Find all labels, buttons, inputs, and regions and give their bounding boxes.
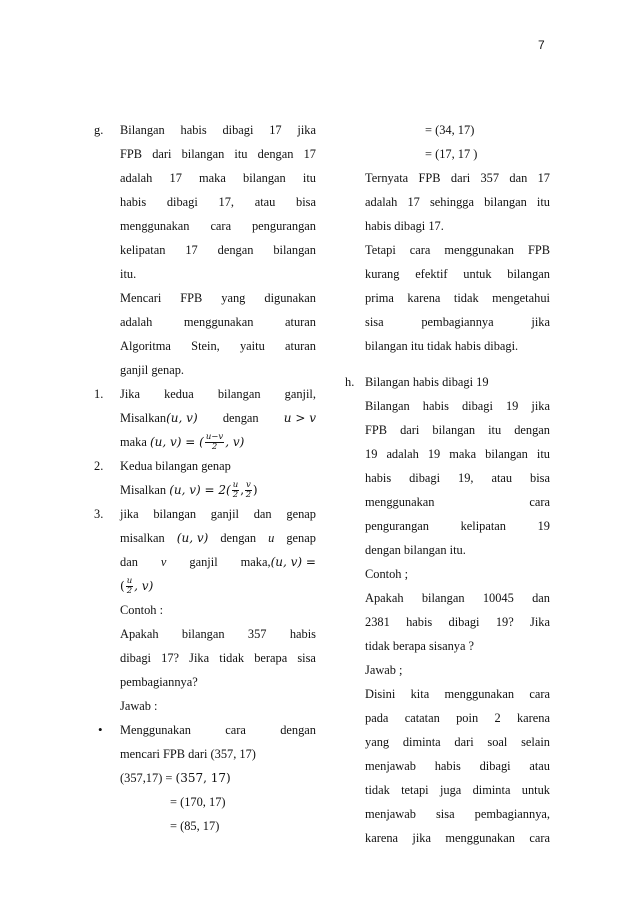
word: bilangan <box>432 423 476 437</box>
word: Disini <box>365 687 396 701</box>
word: itu <box>234 147 248 161</box>
paragraph-line <box>365 610 550 634</box>
paragraph-line <box>365 706 550 730</box>
formula-line <box>120 574 316 598</box>
paragraph-line <box>120 622 316 646</box>
paragraph-line <box>365 418 550 442</box>
paragraph-line <box>365 586 550 610</box>
word: karena <box>407 291 441 305</box>
word: FPB <box>180 291 203 305</box>
word: yang <box>365 735 390 749</box>
word: adalah <box>365 195 398 209</box>
word: 357 <box>480 171 500 185</box>
word: menjawab <box>365 759 416 773</box>
text: Misalkan <box>120 483 167 497</box>
paragraph-line: ganjil genap. <box>120 363 184 377</box>
paragraph-line <box>365 394 550 418</box>
word: FPB <box>418 171 441 185</box>
example-heading: Contoh : <box>120 603 164 617</box>
paragraph-line: itu. <box>120 267 137 281</box>
word: 2 <box>494 711 501 725</box>
word: FPB <box>365 423 388 437</box>
left-column <box>94 118 316 838</box>
word: karena <box>365 831 399 845</box>
word: cara <box>529 831 550 845</box>
text: maka <box>120 435 147 449</box>
word: dari <box>152 147 172 161</box>
paragraph-line <box>365 262 550 286</box>
word: kurang <box>365 267 400 281</box>
paragraph-line <box>120 142 316 166</box>
word: bilangan <box>153 507 197 521</box>
text: ganjil <box>189 555 218 569</box>
math-expression: (u, v) = 2( <box>169 483 231 497</box>
fraction <box>232 481 239 500</box>
paragraph-line <box>365 778 550 802</box>
word: 17 <box>407 195 420 209</box>
word: itu <box>488 423 502 437</box>
paragraph-line <box>365 826 550 850</box>
word: 19 <box>365 447 378 461</box>
paragraph-line <box>120 190 316 214</box>
word: tidak <box>365 783 390 797</box>
word: bilangan <box>181 627 225 641</box>
formula-line <box>120 526 316 550</box>
math-expression: , v) <box>134 579 154 593</box>
justified-words <box>120 502 316 526</box>
math-expression: (u, v) <box>176 531 209 545</box>
word: yang <box>221 291 246 305</box>
list-item-2 <box>94 454 316 478</box>
word: bilangan <box>485 447 528 461</box>
word: 17 <box>303 147 316 161</box>
justified-words <box>120 118 316 142</box>
fraction <box>205 433 224 452</box>
word: cara <box>210 219 232 233</box>
calc-line <box>120 766 316 790</box>
word: menggunakan <box>444 687 515 701</box>
word: bilangan <box>273 243 316 257</box>
word: Jika <box>189 651 210 665</box>
paragraph-line <box>365 754 550 778</box>
word: bilangan <box>181 147 225 161</box>
word: 19? <box>495 615 514 629</box>
word: bilangan <box>243 171 286 185</box>
word: 17 <box>537 171 550 185</box>
fraction-numerator: u <box>126 575 133 586</box>
word: ganjil, <box>284 387 316 401</box>
calc-line: = (34, 17) <box>425 123 475 137</box>
word: bisa <box>530 471 550 485</box>
page-number: 7 <box>538 38 545 52</box>
fraction-denominator: 2 <box>245 489 252 500</box>
word: dengan <box>280 723 316 737</box>
word: menggunakan <box>183 315 254 329</box>
math-expression: , v) <box>225 435 245 449</box>
fraction <box>126 577 133 596</box>
math-variable: v <box>160 555 167 569</box>
word: adalah <box>120 171 153 185</box>
word: bisa <box>296 195 316 209</box>
word: mengetahui <box>492 291 550 305</box>
word: kedua <box>164 387 194 401</box>
word: dibagi <box>409 471 441 485</box>
word: dari <box>450 171 471 185</box>
word: habis <box>434 759 461 773</box>
word: soal <box>487 735 508 749</box>
text: misalkan <box>120 531 165 545</box>
word: pengurangan <box>251 219 316 233</box>
math-expression: ( <box>120 579 125 593</box>
word: Stein, <box>191 339 220 353</box>
word: 19, <box>458 471 474 485</box>
paragraph-line <box>365 466 550 490</box>
paragraph-line <box>120 238 316 262</box>
word: ganjil <box>210 507 239 521</box>
word: 2381 <box>365 615 390 629</box>
word: atau <box>254 195 276 209</box>
word: 17 <box>269 123 282 137</box>
word: 17 <box>185 243 198 257</box>
word: dibagi <box>120 651 151 665</box>
word: aturan <box>285 315 316 329</box>
list-marker: 1. <box>94 387 104 401</box>
calc-line: = (17, 17 ) <box>425 147 478 161</box>
list-marker: 2. <box>94 459 104 473</box>
fraction-denominator: 2 <box>126 585 133 596</box>
word: diminta <box>402 735 441 749</box>
text: Misalkan <box>120 411 167 425</box>
word: dengan <box>514 423 550 437</box>
word: Mencari <box>120 291 162 305</box>
paragraph-line <box>120 334 316 358</box>
word: jika <box>120 507 139 521</box>
word: Jika <box>120 387 140 401</box>
math-expression: u > v <box>283 411 316 425</box>
word: Tetapi <box>365 243 396 257</box>
calc-line: = (170, 17) <box>170 795 226 809</box>
paragraph-line: dengan bilangan itu. <box>365 543 466 557</box>
word: kita <box>410 687 430 701</box>
word: poin <box>456 711 479 725</box>
word: tidak <box>453 291 479 305</box>
word: bilangan <box>507 267 550 281</box>
word: itu <box>536 447 550 461</box>
text: dan <box>120 555 138 569</box>
word: Algoritma <box>120 339 171 353</box>
word: jika <box>531 399 550 413</box>
paragraph-line: mencari FPB dari (357, 17) <box>120 747 256 761</box>
word: cara <box>529 495 550 509</box>
math-expression: (u, v) = ( <box>149 435 204 449</box>
word: menjawab <box>365 807 416 821</box>
section-g-line <box>94 118 316 142</box>
text: dengan <box>220 531 257 545</box>
word: habis <box>289 627 316 641</box>
text: genap <box>286 531 316 545</box>
word: maka <box>449 447 477 461</box>
word: dibagi <box>166 195 198 209</box>
justified-words <box>120 382 316 406</box>
formula-line <box>120 550 316 574</box>
word: cara <box>409 243 431 257</box>
paragraph-line <box>365 442 550 466</box>
paragraph-line <box>120 310 316 334</box>
fraction-numerator: v <box>246 479 251 490</box>
word: adalah <box>386 447 419 461</box>
word: 17, <box>218 195 235 209</box>
math-expression: , <box>240 483 245 497</box>
word: berapa <box>254 651 288 665</box>
paragraph-line <box>120 646 316 670</box>
word: 10045 <box>482 591 514 605</box>
math-variable: u <box>268 531 275 545</box>
word: bilangan <box>484 195 527 209</box>
answer-heading: Jawab ; <box>365 663 403 677</box>
paragraph-line <box>120 166 316 190</box>
word: atau <box>491 471 513 485</box>
word: dan <box>253 507 272 521</box>
word: digunakan <box>264 291 316 305</box>
word: tidak <box>219 651 245 665</box>
word: 19 <box>537 519 550 533</box>
fraction-numerator: u−v <box>205 431 224 442</box>
word: dengan <box>217 243 254 257</box>
paragraph-line <box>365 166 550 190</box>
word: aturan <box>285 339 316 353</box>
formula-line <box>120 406 316 430</box>
word: genap <box>286 507 316 521</box>
word: menggunakan <box>444 243 514 257</box>
word: pembagiannya <box>421 315 494 329</box>
list-marker: 3. <box>94 507 104 521</box>
word: untuk <box>463 267 492 281</box>
word: Menggunakan <box>120 723 191 737</box>
word: Apakah <box>365 591 404 605</box>
word: itu <box>536 195 550 209</box>
paragraph-line <box>365 238 550 262</box>
section-h-line <box>345 370 550 394</box>
word: pengurangan <box>365 519 429 533</box>
word: habis <box>406 615 433 629</box>
word: tetapi <box>401 783 429 797</box>
word: bilangan <box>421 591 465 605</box>
paragraph-line <box>120 214 316 238</box>
word: cara <box>225 723 246 737</box>
word: juga <box>439 783 462 797</box>
paragraph-line: habis dibagi 17. <box>365 219 444 233</box>
section-marker: g. <box>94 123 104 137</box>
word: dibagi <box>448 615 480 629</box>
word: efektif <box>415 267 448 281</box>
answer-heading: Jawab : <box>120 699 158 713</box>
word: untuk <box>521 783 550 797</box>
math-expression: (357, 17) <box>175 771 231 785</box>
bullet-item <box>94 718 316 742</box>
justified-words <box>120 718 316 742</box>
word: pembagiannya, <box>474 807 550 821</box>
word: 19 <box>427 447 441 461</box>
word: jika <box>412 831 432 845</box>
section-marker: h. <box>345 375 355 389</box>
math-expression: ) <box>252 483 258 497</box>
list-item-1 <box>94 382 316 406</box>
fraction <box>245 481 252 500</box>
fraction-denominator: 2 <box>211 441 218 452</box>
word: prima <box>365 291 394 305</box>
paragraph-line: tidak berapa sisanya ? <box>365 639 475 653</box>
word: sisa <box>297 651 316 665</box>
word: jika <box>297 123 316 137</box>
fraction-denominator: 2 <box>232 489 239 500</box>
word: 19 <box>505 399 519 413</box>
word: pada <box>365 711 389 725</box>
word: 17? <box>161 651 180 665</box>
word: dari <box>400 423 420 437</box>
word: menggunakan <box>445 831 515 845</box>
text: Kedua bilangan genap <box>120 459 231 473</box>
word: sehingga <box>429 195 474 209</box>
fraction-numerator: u <box>232 479 239 490</box>
text: maka, <box>240 555 271 569</box>
word: bilangan <box>217 387 261 401</box>
word: Bilangan <box>365 399 410 413</box>
word: menggunakan <box>120 219 190 233</box>
paragraph-line: bilangan itu tidak habis dibagi. <box>365 339 519 353</box>
paragraph-line <box>365 514 550 538</box>
word: atau <box>529 759 550 773</box>
word: dibagi <box>461 399 493 413</box>
word: menggunakan <box>365 495 435 509</box>
word: dari <box>454 735 474 749</box>
word: itu <box>302 171 316 185</box>
word: cara <box>529 687 550 701</box>
word: jika <box>531 315 550 329</box>
word: kelipatan <box>120 243 166 257</box>
math-expression: (u, v) <box>166 411 198 425</box>
word: 357 <box>247 627 267 641</box>
word: sisa <box>435 807 455 821</box>
word: catatan <box>404 711 440 725</box>
word: habis <box>365 471 392 485</box>
word: selain <box>521 735 550 749</box>
word: dibagi <box>479 759 511 773</box>
word: Ternyata <box>365 171 409 185</box>
paragraph-line <box>365 802 550 826</box>
word: FPB <box>527 243 550 257</box>
right-column <box>345 118 550 850</box>
word: dan <box>532 591 550 605</box>
word: Bilangan <box>120 123 165 137</box>
word: FPB <box>120 147 143 161</box>
list-item-3 <box>94 502 316 526</box>
calc-line: = (85, 17) <box>170 819 220 833</box>
word: sisa <box>365 315 384 329</box>
text: dengan <box>222 411 259 425</box>
word: habis <box>422 399 449 413</box>
word: Apakah <box>120 627 159 641</box>
section-title: Bilangan habis dibagi 19 <box>365 375 489 389</box>
paragraph-line <box>365 190 550 214</box>
paragraph-line <box>365 286 550 310</box>
paragraph-line <box>365 730 550 754</box>
word: kelipatan <box>460 519 507 533</box>
word: dibagi <box>222 123 254 137</box>
word: habis <box>120 195 147 209</box>
paragraph-line <box>365 682 550 706</box>
word: 17 <box>169 171 182 185</box>
bullet-icon: • <box>98 722 103 737</box>
word: adalah <box>120 315 153 329</box>
example-heading: Contoh ; <box>365 567 409 581</box>
word: habis <box>180 123 207 137</box>
word: dan <box>509 171 528 185</box>
math-expression: (u, v) = <box>270 555 316 569</box>
formula-line <box>120 430 316 454</box>
formula-line <box>120 478 316 502</box>
paragraph-line: pembagiannya? <box>120 675 198 689</box>
word: dengan <box>257 147 294 161</box>
word: karena <box>516 711 550 725</box>
paragraph-line <box>365 490 550 514</box>
word: diminta <box>472 783 511 797</box>
word: yaitu <box>239 339 265 353</box>
paragraph-line <box>120 286 316 310</box>
text: (357,17) = <box>120 771 176 785</box>
word: Jika <box>530 615 550 629</box>
paragraph-line <box>365 310 550 334</box>
word: maka <box>199 171 226 185</box>
